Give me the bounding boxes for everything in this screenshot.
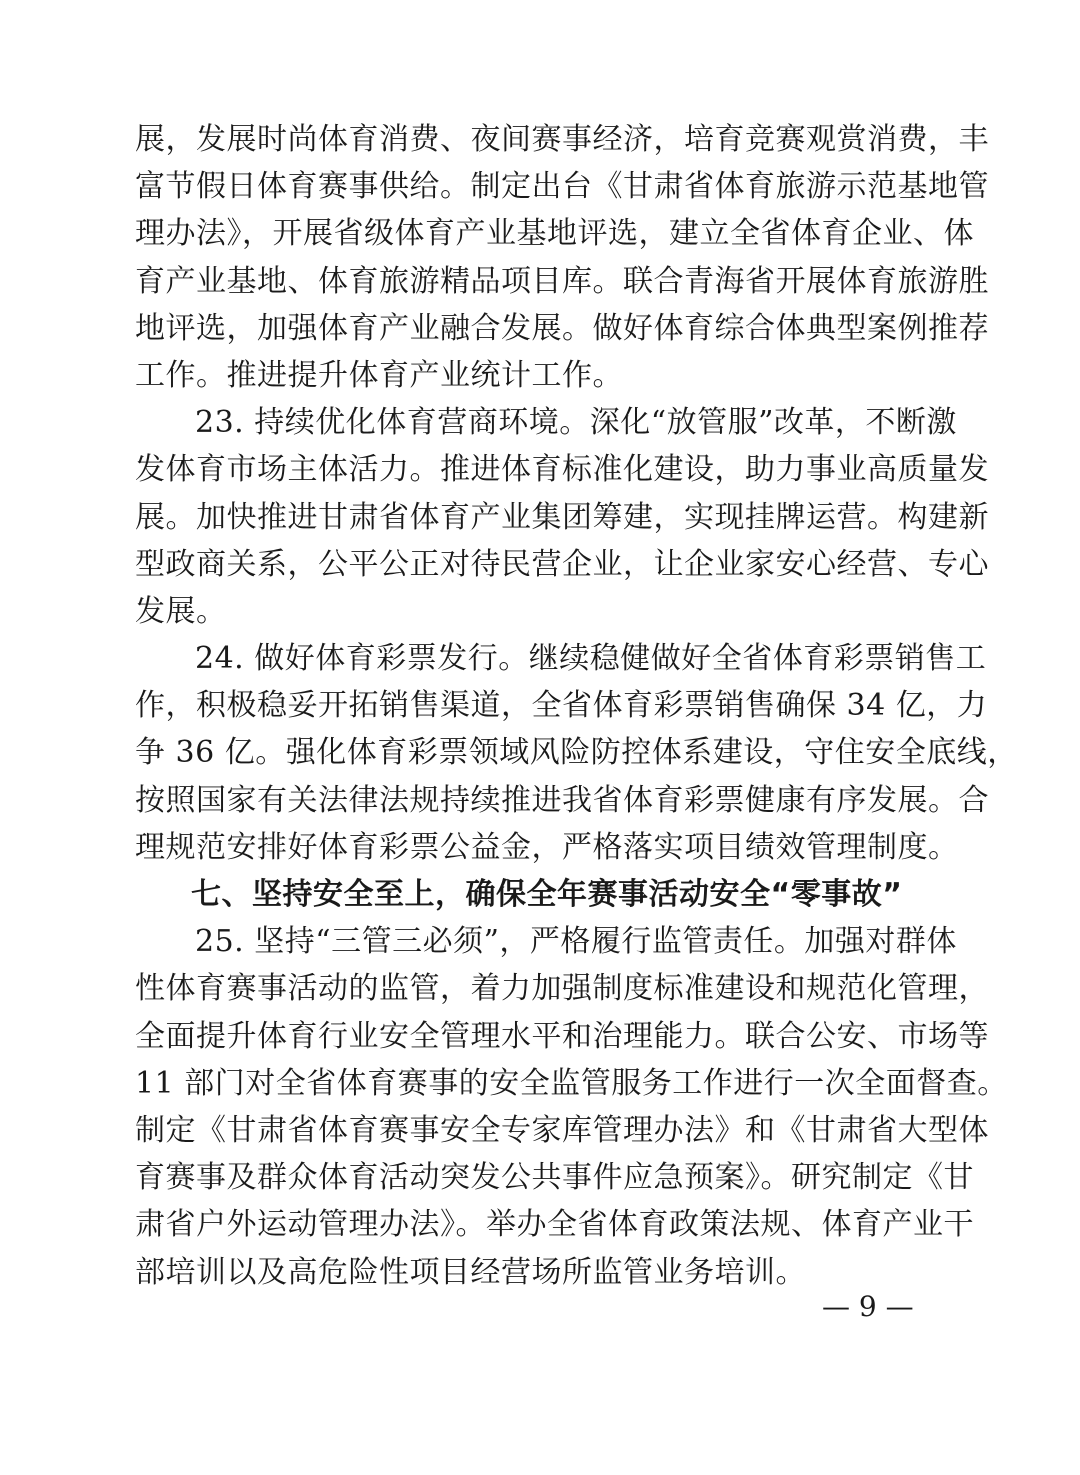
text-line: 争 36 亿。强化体育彩票领域风险防控体系建设，守住安全底线， bbox=[135, 735, 1018, 771]
text-line: 地评选，加强体育产业融合发展。做好体育综合体典型案例推荐 bbox=[135, 310, 989, 346]
text-line: 工作。推进提升体育产业统计工作。 bbox=[135, 357, 623, 393]
text-line: 性体育赛事活动的监管，着力加强制度标准建设和规范化管理， bbox=[135, 971, 989, 1007]
page-number: — 9 — bbox=[822, 1290, 914, 1323]
text-line: 富节假日体育赛事供给。制定出台《甘肃省体育旅游示范基地管 bbox=[135, 169, 989, 205]
text-line: 全面提升体育行业安全管理水平和治理能力。联合公安、市场等 bbox=[135, 1018, 989, 1054]
item-24-title: 24. 做好体育彩票发行。继续稳健做好全省体育彩票销售工 bbox=[195, 641, 987, 677]
section-heading: 七、坚持安全至上，确保全年赛事活动安全“零事故” bbox=[191, 877, 903, 912]
text-line: 发展。 bbox=[135, 593, 227, 629]
text-line: 制定《甘肃省体育赛事安全专家库管理办法》和《甘肃省大型体 bbox=[135, 1112, 989, 1148]
text-line: 育赛事及群众体育活动突发公共事件应急预案》。研究制定《甘 bbox=[135, 1160, 974, 1196]
text-line: 育产业基地、体育旅游精品项目库。联合青海省开展体育旅游胜 bbox=[135, 263, 989, 299]
text-line: 展。加快推进甘肃省体育产业集团筹建，实现挂牌运营。构建新 bbox=[135, 499, 989, 535]
text-line: 展，发展时尚体育消费、夜间赛事经济，培育竞赛观赏消费，丰 bbox=[135, 122, 989, 157]
text-line: 发体育市场主体活力。推进体育标准化建设，助力事业高质量发 bbox=[135, 452, 989, 488]
text-line: 部培训以及高危险性项目经营场所监管业务培训。 bbox=[135, 1254, 806, 1290]
text-line: 肃省户外运动管理办法》。举办全省体育政策法规、体育产业干 bbox=[135, 1207, 974, 1243]
text-line: 按照国家有关法律法规持续推进我省体育彩票健康有序发展。合 bbox=[135, 782, 989, 818]
text-line: 型政商关系，公平公正对待民营企业，让企业家安心经营、专心 bbox=[135, 546, 989, 582]
body-text bbox=[135, 116, 1018, 1296]
text-line: 理规范安排好体育彩票公益金，严格落实项目绩效管理制度。 bbox=[135, 829, 959, 865]
text-line: 11 部门对全省体育赛事的安全监管服务工作进行一次全面督查。 bbox=[135, 1065, 1008, 1101]
item-23-title: 23. 持续优化体育营商环境。深化“放管服”改革，不断激 bbox=[195, 405, 957, 441]
item-25-title: 25. 坚持“三管三必须”，严格履行监管责任。加强对群体 bbox=[195, 924, 957, 960]
text-line: 作，积极稳妥开拓销售渠道，全省体育彩票销售确保 34 亿，力 bbox=[135, 688, 988, 724]
text-line: 理办法》，开展省级体育产业基地评选，建立全省体育企业、体 bbox=[135, 216, 974, 252]
